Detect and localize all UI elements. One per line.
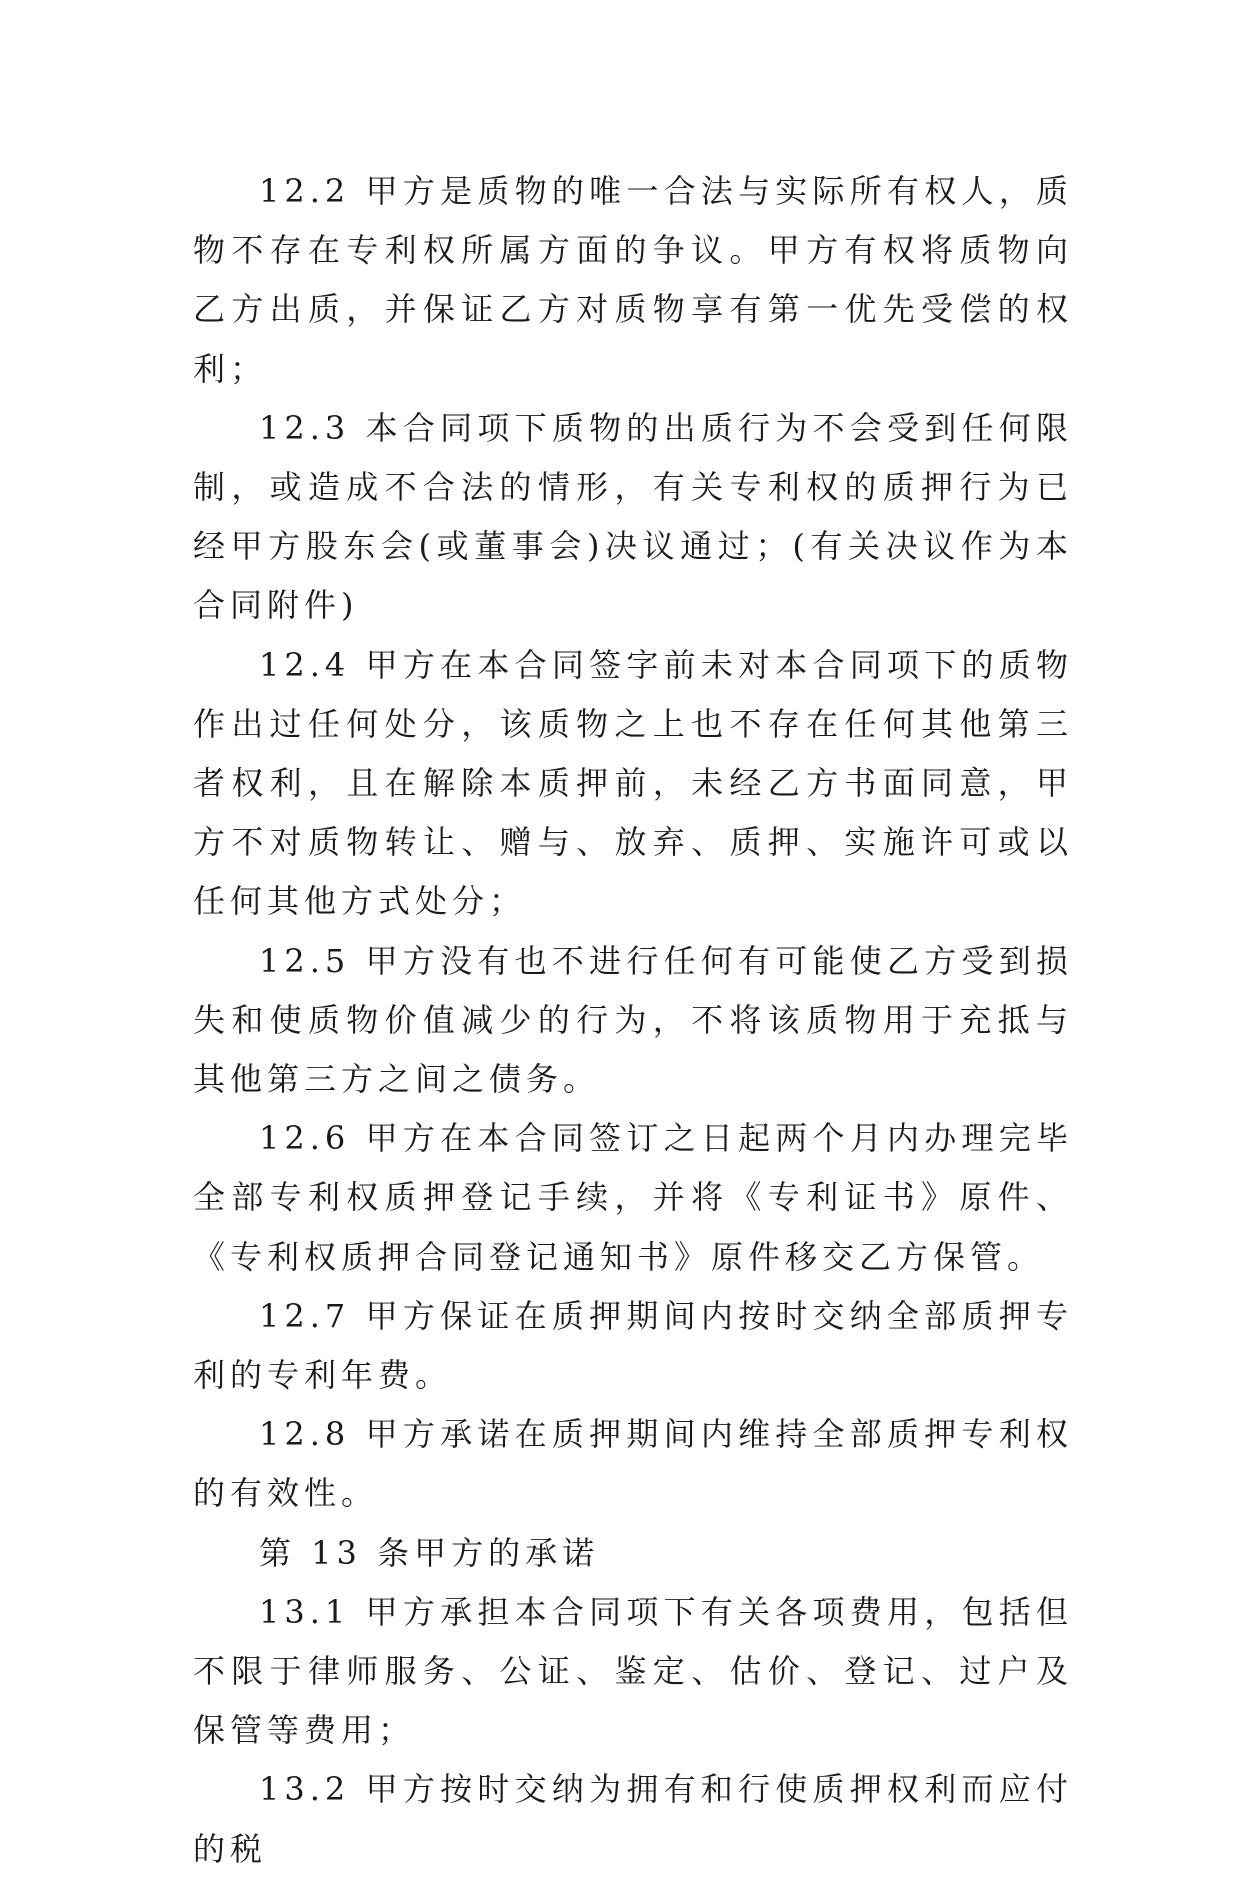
clause-12-4: 12.4 甲方在本合同签字前未对本合同项下的质物作出过任何处分，该质物之上也不存在任何其他第三者权利，且在解除本质押前，未经乙方书面同意，甲方不对质物转让、赠与、放弃、质押、实施许可或以任何其他方式处分； <box>193 645 1073 921</box>
clause-12-7: 12.7 甲方保证在质押期间内按时交纳全部质押专利的专利年费。 <box>193 1296 1073 1395</box>
clause-12-8: 12.8 甲方承诺在质押期间内维持全部质押专利权的有效性。 <box>193 1415 1073 1513</box>
clause-13-1: 13.1 甲方承担本合同项下有关各项费用，包括但不限于律师服务、公证、鉴定、估价、登记、过户及保管等费用； <box>193 1592 1073 1750</box>
clause-13-2: 13.2 甲方按时交纳为拥有和行使质押权利而应付的税 <box>193 1770 1073 1868</box>
clause-12-5: 12.5 甲方没有也不进行任何有可能使乙方受到损失和使质物价值减少的行为，不将该质物用于充抵与其他第三方之间之债务。 <box>193 941 1073 1099</box>
document-body <box>193 162 1073 1879</box>
clause-12-6: 12.6 甲方在本合同签订之日起两个月内办理完毕全部专利权质押登记手续，并将《专利证书》原件、《专利权质押合同登记通知书》原件移交乙方保管。 <box>193 1119 1073 1276</box>
section-heading-13: 第 13 条甲方的承诺 <box>259 1533 600 1572</box>
clause-12-2: 12.2 甲方是质物的唯一合法与实际所有权人，质物不存在专利权所属方面的争议。甲方有权将质物向乙方出质，并保证乙方对质物享有第一优先受偿的权利； <box>193 172 1073 388</box>
clause-12-3: 12.3 本合同项下质物的出质行为不会受到任何限制，或造成不合法的情形，有关专利权的质押行为已经甲方股东会(或董事会)决议通过；(有关决议作为本合同附件) <box>193 408 1073 625</box>
